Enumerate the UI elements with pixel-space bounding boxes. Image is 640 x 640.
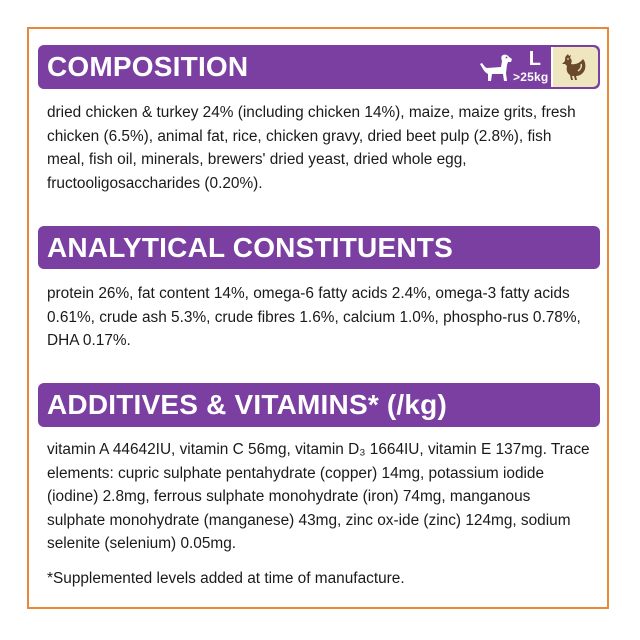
size-letter: L — [528, 48, 542, 70]
additives-vitamins-title: ADDITIVES & VITAMINS* (/kg) — [47, 389, 448, 420]
analytical-constituents-header — [38, 226, 600, 269]
analytical-constituents-text: protein 26%, fat content 14%, omega-6 fatty acids 2.4%, omega-3 fatty acids 0.61%, crude ash 5.3%, crude fibres 1.6%, calcium 1.0%, phospho-rus 0.78%, DHA 0.17%. — [47, 285, 581, 349]
dog-icon — [479, 53, 513, 83]
composition-title: COMPOSITION — [47, 51, 249, 82]
size-weight: >25kg — [513, 70, 549, 84]
additives-vitamins-header — [38, 383, 600, 427]
footnote: *Supplemented levels added at time of manufacture. — [47, 570, 405, 587]
additives-vitamins-text: vitamin A 44642IU, vitamin C 56mg, vitamin D₃ 1664IU, vitamin E 137mg. Trace elements: cupric sulphate pentahydrate (copper) 14mg, potassium iodide (iodine) 2.8mg, ferrous sulphate monohydrate (iron) 74mg, manganous sulphate monohydrate (manganese) 43mg, zinc ox-ide (zinc) 124mg, sodium selenite (selenium) 0.05mg. — [47, 441, 590, 552]
composition-header — [38, 45, 600, 89]
analytical-constituents-title: ANALYTICAL CONSTITUENTS — [47, 231, 453, 263]
composition-text: dried chicken & turkey 24% (including chicken 14%), maize, maize grits, fresh chicken (6.5%), animal fat, rice, chicken gravy, dried beet pulp (2.8%), fish meal, fish oil, minerals, brewers' dried yeast, dried whole egg, fructooligosaccharides (0.20%). — [47, 104, 576, 192]
chicken-icon — [559, 52, 591, 82]
size-indicator — [455, 47, 551, 87]
flavor-indicator — [551, 47, 598, 87]
size-badge — [455, 47, 598, 87]
